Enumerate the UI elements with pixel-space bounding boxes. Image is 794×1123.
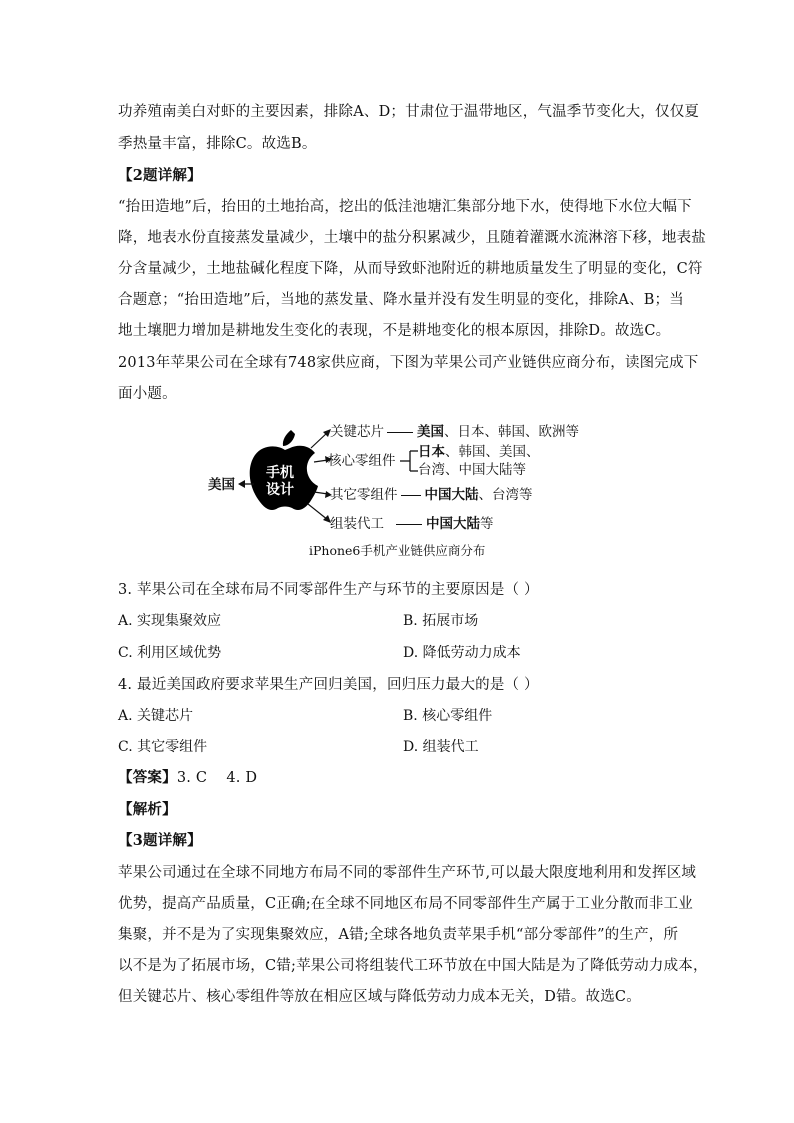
- connector-line: [387, 432, 413, 433]
- left-label-usa: 美国: [208, 477, 235, 493]
- connector-line: [401, 495, 421, 496]
- q3-option-a: A. 实现集聚效应: [118, 613, 222, 629]
- row-bold: 中国大陆: [426, 516, 480, 532]
- text-line: 集聚，并不是为了实现集聚效应，A错;全球各地负责苹果手机“部分零部件”的生产，所: [118, 927, 679, 943]
- bracket-lines: [400, 448, 420, 474]
- q4-stem: 4. 最近美国政府要求苹果生产回归美国，回归压力最大的是（ ）: [118, 677, 539, 693]
- row-rest: 、日本、韩国、欧洲等: [444, 424, 579, 440]
- row-rest: 、台湾等: [478, 487, 533, 503]
- q3-option-d: D. 降低劳动力成本: [403, 645, 521, 661]
- text-line: 优势，提高产品质量，C正确;在全球不同地区布局不同零部件生产属于工业分散而非工业: [118, 896, 693, 912]
- text-line: 分含量减少，土地盐碱化程度下降，从而导致虾池附近的耕地质量发生了明显的变化，C符: [118, 261, 703, 277]
- q3-option-c: C. 利用区域优势: [118, 645, 222, 661]
- row-bold: 美国: [417, 424, 444, 440]
- supply-row-detail: [418, 443, 540, 461]
- analysis-label: 【解析】: [118, 801, 177, 818]
- row-bold: 日本: [418, 444, 445, 460]
- supply-row: [328, 452, 396, 470]
- q3-stem: 3. 苹果公司在全球布局不同零部件生产与环节的主要原因是（ ）: [118, 582, 539, 598]
- supply-row: [330, 486, 533, 504]
- supply-row: [330, 423, 579, 441]
- q3-heading: 【3题详解】: [118, 832, 202, 849]
- text-line: 合题意；“抬田造地”后，当地的蒸发量、降水量并没有发生明显的变化，排除A、B；当: [118, 292, 684, 308]
- text-line: 地土壤肥力增加是耕地发生变化的表现，不是耕地变化的根本原因，排除D。故选C。: [118, 323, 671, 339]
- row-bold: 中国大陆: [424, 487, 479, 503]
- answer-text: 3. C 4. D: [176, 770, 258, 786]
- diagram-caption: iPhone6手机产业链供应商分布: [309, 543, 486, 558]
- text-line: “抬田造地”后，抬田的土地抬高，挖出的低洼池塘汇集部分地下水，使得地下水位大幅下: [118, 199, 692, 215]
- text-line: 功养殖南美白对虾的主要因素，排除A、D；甘肃位于温带地区，气温季节变化大，仅仅夏: [118, 104, 700, 120]
- text-line: 以不是为了拓展市场，C错;苹果公司将组装代工环节放在中国大陆是为了降低劳动力成本，: [118, 958, 708, 974]
- row-item: 组装代工: [330, 516, 384, 532]
- text-line: 季热量丰富，排除C。故选B。: [118, 136, 317, 152]
- supply-row-detail: 台湾、中国大陆等: [418, 462, 526, 478]
- text-line: 降，地表水份直接蒸发量减少，土壤中的盐分积累减少，且随着灌溉水流淋溶下移，地表盐: [118, 230, 706, 246]
- q4-option-b: B. 核心零组件: [403, 708, 493, 724]
- row-item: 其它零组件: [330, 487, 398, 503]
- answer-line: [118, 768, 257, 788]
- text-line: 苹果公司通过在全球不同地方布局不同的零部件生产环节,可以最大限度地利用和发挥区域: [118, 865, 697, 881]
- row-item: 关键芯片: [330, 424, 384, 440]
- answer-label: 【答案】: [118, 769, 177, 786]
- row-item: 核心零组件: [328, 453, 396, 469]
- q3-option-b: B. 拓展市场: [403, 613, 479, 629]
- diagram-arrows: [236, 420, 336, 530]
- text-line: 面小题。: [118, 386, 177, 402]
- text-line: 但关键芯片、核心零组件等放在相应区域与降低劳动力成本无关，D错。故选C。: [118, 989, 641, 1005]
- q4-option-c: C. 其它零组件: [118, 739, 208, 755]
- row-rest: 等: [480, 516, 494, 532]
- connector-line: [396, 524, 422, 525]
- center-label: 手机: [266, 465, 294, 481]
- text-line: 2013年苹果公司在全球有748家供应商，下图为苹果公司产业链供应商分布，读图完成下: [118, 355, 699, 371]
- q4-option-d: D. 组装代工: [403, 739, 479, 755]
- row-rest: 、韩国、美国、: [445, 444, 540, 460]
- q4-option-a: A. 关键芯片: [118, 708, 194, 724]
- supply-row: [330, 515, 494, 533]
- q2-heading: 【2题详解】: [118, 167, 202, 184]
- center-label: 设计: [266, 482, 294, 498]
